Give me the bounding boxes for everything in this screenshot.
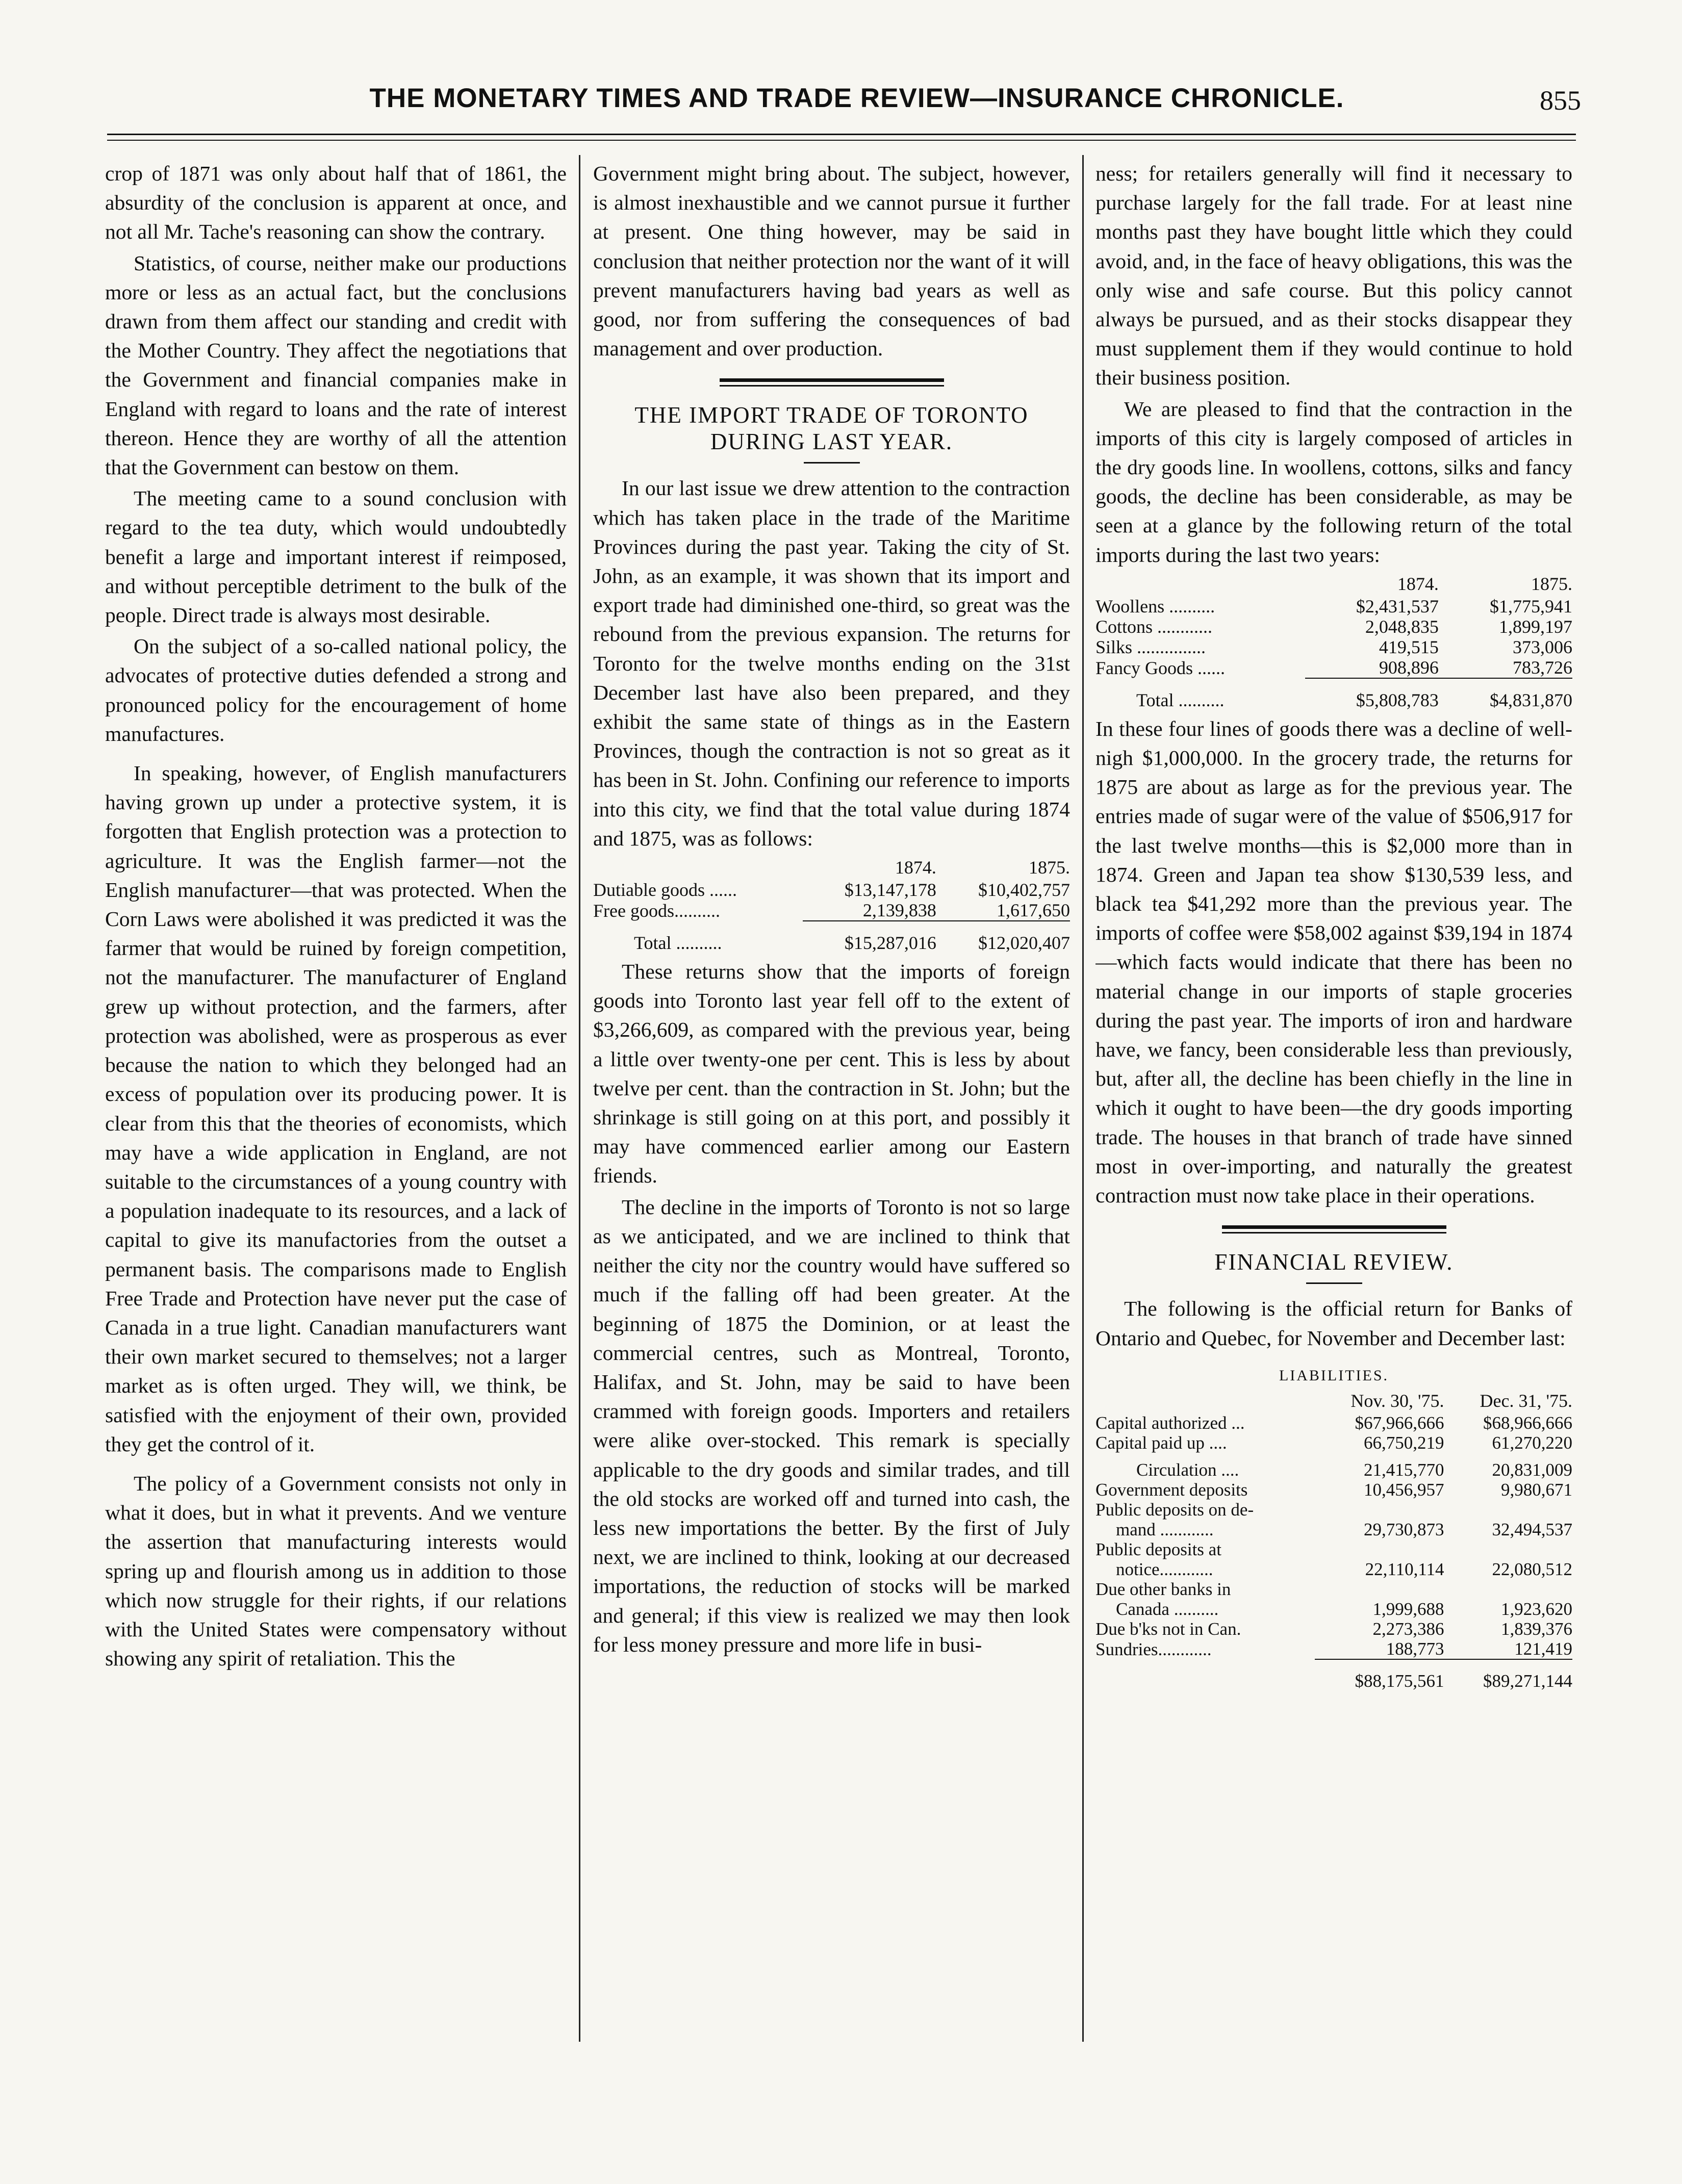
paragraph: In speaking, however, of English manufacturers having grown up under a protective system, it is forgotten that English protection was a protection to agriculture. It was the English farmer—not the English manufacturer—that was protected. When the Corn Laws were abolished it was predicted it was the farmer that would be ruined by foreign competition, not the manufacturer. The manufacturer of England grew up without protection, and the farmers, after protection was abolished, were as prosperous as ever because the nation to which they belonged had an excess of population over its producing power. It is clear from this that the theories of economists, which may have a wide application in England, are not suitable to the circumstances of a young country with a population inadequate to its resources, and a lack of capital to give its manufactories from the outset a permanent basis. The comparisons made to English Free Trade and Protection have never put the case of Canada in a true light. Canadian manufacturers want their own market secured to themselves; not a larger market as is often urged. They will, we think, be satisfied with the enjoyment of their own, provided they get the control of it. [105, 761, 567, 1456]
table-row: Capital authorized ... $67,966,666 $68,966,666 [1095, 1412, 1572, 1433]
table-row: Circulation .... 21,415,770 20,831,009 [1136, 1459, 1572, 1480]
table-row: Free goods.......... 2,139,838 1,617,650 [593, 900, 1070, 921]
liabilities-heading: LIABILITIES. [1279, 1367, 1389, 1384]
column-divider [1082, 155, 1084, 2042]
section-divider [720, 378, 944, 387]
toronto-imports-table [593, 857, 1070, 953]
date-header: Dec. 31, '75. [1480, 1390, 1572, 1411]
table-row: Sundries............ 188,773 121,419 [1095, 1638, 1572, 1659]
paragraph: In our last issue we drew attention to the contraction which has taken place in the trade of the Maritime Provinces during the past year. Taking the city of St. John, as an example, it was shown that its import and export trade had diminished one-third, so great was the rebound from the previous expansion. The returns for Toronto for the twelve months ending on the 31st December last have also been prepared, and they exhibit the same state of things as in the Eastern Provinces, though the contraction is not so great as it has been in St. John. Confining our reference to imports into this city, we find that the total value during 1874 and 1875, was as follows: [593, 476, 1070, 850]
year-header: 1874. [895, 857, 936, 878]
paragraph: The meeting came to a sound conclusion with regard to the tea duty, which would undoubtedly benefit a large and important interest if reimposed, and without perceptible detriment to the bulk of the people. Direct trade is always most desirable. [105, 486, 567, 627]
table-row: Government deposits 10,456,957 9,980,671 [1095, 1479, 1572, 1500]
header-rule-thick [107, 134, 1576, 135]
title-underline [1306, 1282, 1362, 1284]
column-divider [579, 155, 580, 2042]
date-header: Nov. 30, '75. [1350, 1390, 1444, 1411]
title-underline [804, 462, 860, 464]
table-row: Dutiable goods ...... $13,147,178 $10,402,757 [593, 880, 1070, 901]
header-rule-thin [107, 140, 1576, 141]
page-number: 855 [1540, 85, 1581, 116]
column-1 [105, 159, 567, 2046]
paragraph: crop of 1871 was only about half that of 1861, the absurdity of the conclusion is apparent at once, and not all Mr. Tache's reasoning can show the contrary. [105, 162, 567, 244]
section-title-import-trade: THE IMPORT TRADE OF TORONTO DURING LAST YEAR. [634, 402, 1029, 455]
table-row: Public deposits at [1095, 1539, 1221, 1559]
column-3 [1095, 159, 1572, 2046]
table-row: Public deposits on de- [1095, 1499, 1254, 1520]
table-row: Capital paid up .... 66,750,219 61,270,220 [1095, 1432, 1572, 1453]
publication-title: THE MONETARY TIMES AND TRADE REVIEW—INSURANCE CHRONICLE. [369, 83, 1344, 113]
column-2 [593, 159, 1070, 2046]
section-title-financial-review: FINANCIAL REVIEW. [1214, 1249, 1454, 1275]
paragraph: The policy of a Government consists not only in what it does, but in what it prevents. And we venture the assertion that manufacturing interests would spring up and flourish among us in addition to those which now struggle for their rights, if our relations with the United States were compensatory without showing any spirit of retaliation. This the [105, 1471, 567, 1671]
bank-liabilities-table [1095, 1391, 1572, 1691]
running-head [102, 83, 1581, 129]
year-header: 1875. [1029, 857, 1070, 878]
table-row: mand ............ 29,730,873 32,494,537 [1116, 1519, 1572, 1539]
paragraph: The following is the official return for Banks of Ontario and Quebec, for November and December last: [1095, 1297, 1572, 1350]
year-header: 1874. [1397, 573, 1439, 594]
table-total-row: Total .......... $15,287,016 $12,020,407 [634, 933, 1070, 954]
paragraph: On the subject of a so-called national policy, the advocates of protective duties defended a strong and pronounced policy for the encouragement of home manufactures. [105, 634, 567, 746]
paragraph: These returns show that the imports of foreign goods into Toronto last year fell off to the extent of $3,266,609, as compared with the previous year, being a little over twenty-one per cent. This is less by about twelve per cent. than the contraction in St. John; but the shrinkage is still going on at this port, and possibly it may have commenced earlier among our Eastern friends. [593, 960, 1070, 1188]
paragraph: Statistics, of course, neither make our productions more or less as an actual fact, but the conclusions drawn from them affect our standing and credit with the Mother Country. They affect the negotiations that the Government and financial companies make in England with regard to loans and the rate of interest thereon. Hence they are worthy of all the attention that the Government can bestow on them. [105, 251, 567, 479]
paragraph: The decline in the imports of Toronto is not so large as we anticipated, and we are inclined to think that neither the city nor the country would have suffered so much if the falling off had been greater. At the beginning of 1875 the Dominion, or at least the commercial centres, such as Montreal, Toronto, Halifax, and St. John, may be said to have been crammed with foreign goods. Importers and retailers were alike over-stocked. This remark is specially applicable to the dry goods and similar trades, and till the old stocks are worked off and turned into cash, the less new importations the better. By the first of July next, we are inclined to think, looking at our decreased importations, the reduction of stocks will be marked and general; if this view is realized we may then look for less money pressure and more life in busi- [593, 1195, 1070, 1656]
section-divider [1222, 1225, 1446, 1234]
year-header: 1875. [1531, 573, 1572, 594]
paragraph: Government might bring about. The subject, however, is almost inexhaustible and we cannot pursue it further at present. One thing however, may be said in conclusion that neither protection nor the want of it will prevent manufacturers having bad years as well as good, nor from suffering the consequences of bad management and over production. [593, 162, 1070, 361]
table-row: Cottons ............ 2,048,835 1,899,197 [1095, 616, 1572, 637]
paragraph: ness; for retailers generally will find it necessary to purchase largely for the fall trade. For at least nine months past they have bought little which they could avoid, and, in the face of heavy obligations, this was the only wise and safe course. But this policy cannot always be pursued, and as their stocks disappear they must supplement them if they would continue to hold their business position. [1095, 162, 1572, 390]
table-row: Due b'ks not in Can. 2,273,386 1,839,376 [1095, 1618, 1572, 1639]
table-total-row: $88,175,561 $89,271,144 [1355, 1671, 1572, 1691]
table-row: Fancy Goods ...... 908,896 783,726 [1095, 657, 1572, 678]
table-total-row: Total .......... $5,808,783 $4,831,870 [1136, 689, 1572, 710]
paragraph: In these four lines of goods there was a decline of well-nigh $1,000,000. In the grocery trade, the returns for 1875 are about as large as for the previous year. The entries made of sugar were of the value of $506,917 for the last twelve months—this is $2,000 more than in 1874. Green and Japan tea show $130,539 less, and black tea $41,292 more than the previous year. The imports of coffee were $58,002 against $39,194 in 1874—which facts would indicate that there has been no material change in our imports of staple groceries during the past year. The imports of iron and hardware have, we fancy, been considerable less than previously, but, after all, the decline has been chiefly in the line in which it ought to have been—the dry goods importing trade. The houses in that branch of trade have sinned most in over-importing, and naturally the greatest contraction must now take place in their operations. [1095, 716, 1572, 1207]
paragraph: We are pleased to find that the contraction in the imports of this city is largely composed of articles in the dry goods line. In woollens, cottons, silks and fancy goods, the decline has been considerable, as may be seen at a glance by the following return of the total imports during the last two years: [1095, 397, 1572, 567]
table-row: Due other banks in [1095, 1579, 1231, 1599]
table-row: Canada .......... 1,999,688 1,923,620 [1116, 1599, 1572, 1619]
table-row: Silks ............... 419,515 373,006 [1095, 636, 1572, 657]
table-row: notice............ 22,110,114 22,080,512 [1116, 1559, 1572, 1579]
dry-goods-imports-table [1095, 574, 1572, 710]
table-row: Woollens .......... $2,431,537 $1,775,941 [1095, 596, 1572, 616]
